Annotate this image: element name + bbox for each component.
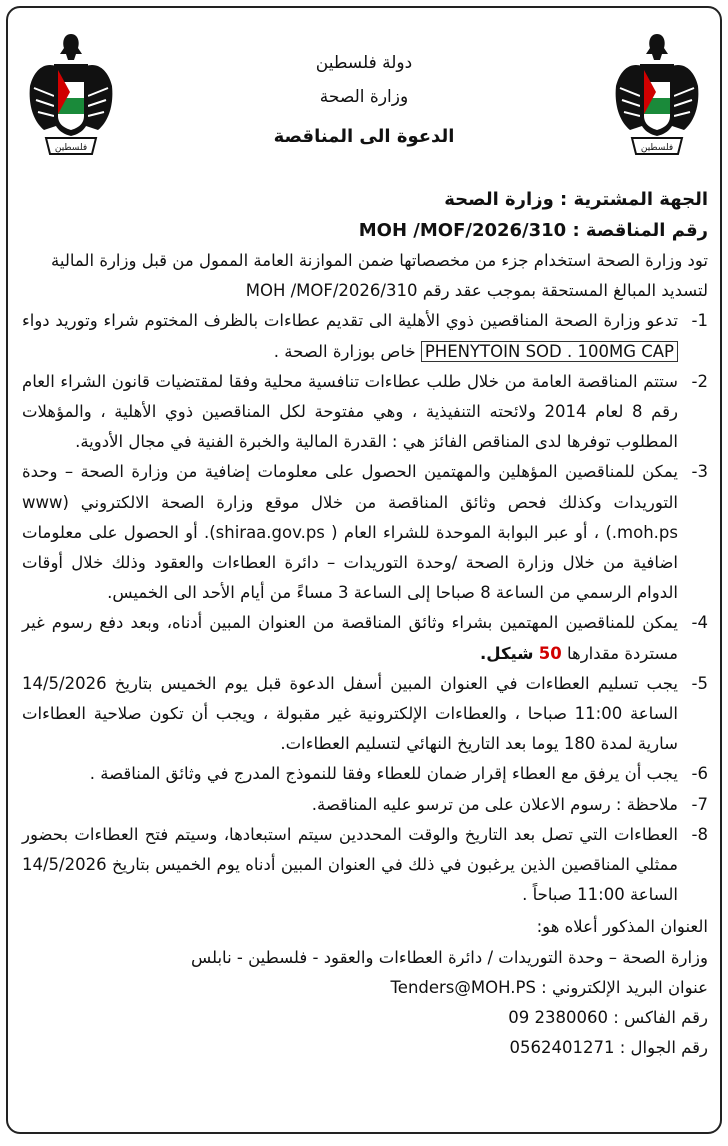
tender-number-line: رقم المناقصة : MOH /MOF/2026/310 [358, 220, 708, 241]
svg-text:فلسطين: فلسطين [54, 143, 88, 153]
clause-number: 4- [691, 613, 708, 633]
clause-number: 5- [691, 673, 708, 693]
clause-number: 7- [691, 794, 708, 814]
clause-text [22, 306, 678, 366]
mobile-label: رقم الجوال : [619, 1038, 708, 1058]
clause-number: 3- [691, 462, 708, 482]
clause-text: يجب أن يرفق مع العطاء إقرار ضمان للعطاء وفقا للنموذج المدرج في وثائق المناقصة . [89, 764, 678, 784]
document-header [158, 46, 570, 147]
clause-text: العطاءات التي تصل بعد التاريخ والوقت المحددين سيتم استبعادها، وسيتم فتح العطاءات بحضور ممثلي المناقصين الذين يرغبون في ذلك في العنوان المبين أدناه يوم الخميس بتاريخ 14/5/2026 الساعة 11:00 صباحاً . [22, 824, 678, 905]
address-block [22, 912, 708, 1063]
address-heading: العنوان المذكور أعلاه هو: [536, 917, 708, 937]
document-body [22, 184, 708, 1063]
fax-label: رقم الفاكس : [613, 1008, 708, 1028]
clause-text: يمكن للمناقصين المؤهلين والمهتمين الحصول على معلومات إضافية من وزارة الصحة – وحدة التوريدات وكذلك فحص وثائق المناقصة من خلال موقع وزارة الصحة الالكتروني (www .moh.ps) ، أو عبر البوابة الموحدة للشراء العام ( shiraa.gov.ps). أو الحصول على معلومات اضافية من خلال وزارة الصحة /وحدة التوريدات – دائرة العطاءات والعقود وذلك خلال أوقات الدوام الرسمي من الساعة 8 صباحا إلى الساعة 3 مساءً من أيام الأحد الى الخميس. [22, 462, 678, 603]
clause-6 [22, 759, 708, 789]
clause-8 [22, 820, 708, 911]
clause-3 [22, 457, 708, 608]
email-label: عنوان البريد الإلكتروني : [541, 977, 708, 997]
palestine-eagle-emblem-left [26, 26, 116, 166]
fee-amount: 50 [538, 643, 562, 663]
clause-number: 6- [691, 764, 708, 784]
clause-1-pre: تدعو وزارة الصحة المناقصين ذوي الأهلية الى تقديم عطاءات بالظرف المختوم شراء وتوريد دواء [22, 311, 678, 331]
clause-1 [22, 306, 708, 366]
svg-text:فلسطين: فلسطين [640, 143, 674, 153]
clause-5 [22, 669, 708, 760]
mobile-value: 0562401271 [509, 1038, 615, 1058]
clause-4-post: شيكل. [479, 643, 534, 663]
fax-line [22, 1003, 708, 1033]
clause-number: 1- [691, 311, 708, 331]
ministry-name: وزارة الصحة [319, 87, 409, 107]
mobile-line [22, 1033, 708, 1063]
fax-value: 09 2380060 [508, 1008, 608, 1028]
purchaser-line: الجهة المشترية : وزارة الصحة [444, 189, 708, 210]
palestine-eagle-emblem-right [612, 26, 702, 166]
intro-paragraph: تود وزارة الصحة استخدام جزء من مخصصاتها ضمن الموازنة العامة الممول من قبل وزارة المالية لتسديد المبالغ المستحقة بموجب عقد رقم MOH /MOF/2026/310 [51, 251, 708, 301]
clause-number: 8- [691, 824, 708, 844]
clause-text: يجب تسليم العطاءات في العنوان المبين أسفل الدعوة قبل يوم الخميس بتاريخ 14/5/2026 الساعة 11:00 صباحا ، والعطاءات الإلكترونية غير مقبولة ، ويجب أن تكون صلاحية العطاءات سارية لمدة 180 يوما بعد التاريخ النهائي لتسليم العطاءات. [22, 673, 678, 754]
state-name: دولة فلسطين [315, 53, 413, 73]
email-line [22, 973, 708, 1003]
address-line: وزارة الصحة – وحدة التوريدات / دائرة العطاءات والعقود - فلسطين - نابلس [190, 947, 708, 967]
clause-text [22, 608, 678, 668]
drug-name-box: PHENYTOIN SOD . 100MG CAP [421, 341, 678, 362]
clause-7 [22, 790, 708, 820]
tender-notice [6, 6, 722, 1134]
clause-1-post: خاص بوزارة الصحة . [273, 341, 416, 361]
document-title: الدعوة الى المناقصة [273, 126, 455, 147]
clause-text: ملاحظة : رسوم الاعلان على من ترسو عليه المناقصة. [311, 794, 678, 814]
clause-text: ستتم المناقصة العامة من خلال طلب عطاءات تنافسية محلية وفقا لمقتضيات قانون الشراء العام رقم 8 لعام 2014 ولائحته التنفيذية ، وهي مفتوحة لكل المناقصين ذوي الأهلية ، والمؤهلات المطلوب توفرها لدى المناقص الفائز هي : القدرة المالية والخبرة الفنية في مجال الأدوية. [22, 371, 678, 452]
clause-2 [22, 367, 708, 458]
clause-4 [22, 608, 708, 668]
clause-number: 2- [691, 371, 708, 391]
email-value: Tenders@MOH.PS [390, 977, 536, 997]
clause-4-pre: يمكن للمناقصين المهتمين بشراء وثائق المناقصة من العنوان المبين أدناه، وبعد دفع رسوم غير مستردة مقدارها [22, 613, 678, 663]
